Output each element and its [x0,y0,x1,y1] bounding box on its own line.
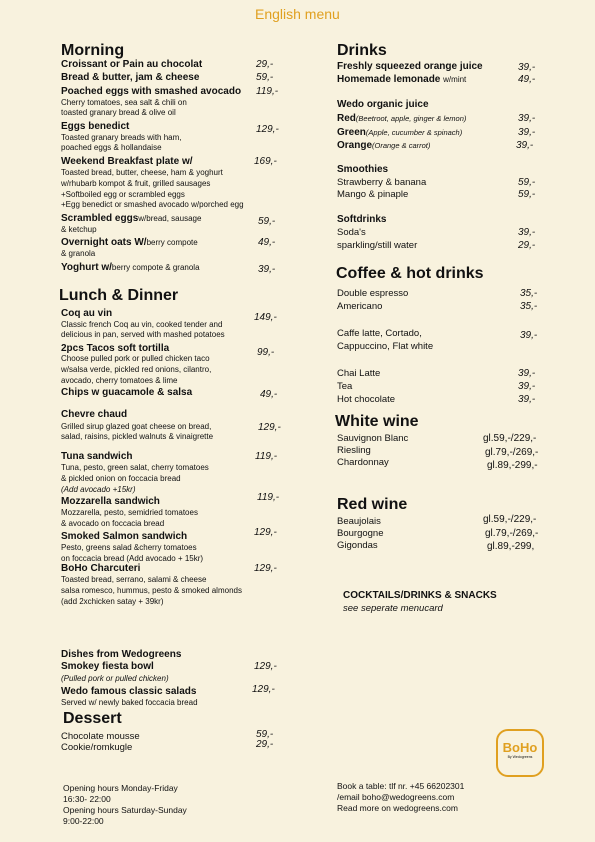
cocktails-title: COCKTAILS/DRINKS & SNACKS [343,590,497,601]
menu-item-desc: Pesto, greens salad &cherry tomatoes [61,543,197,552]
menu-item-name: Chips w guacamole & salsa [61,387,193,398]
menu-item-price: 29,- [256,739,274,750]
menu-item-price: 39,- [258,264,276,275]
menu-item-desc: avocado, cherry tomatoes & lime [61,376,178,385]
menu-item-desc: & granola [61,249,96,258]
menu-item-price: 59,- [256,729,274,740]
opening-hours-line: Opening hours Monday-Friday [63,783,178,793]
menu-item-desc: Served w/ newly baked foccacia bread [61,698,198,707]
section-organic-title: Wedo organic juice [337,99,429,110]
menu-item-price: 39,- [516,140,534,151]
menu-item-name: 2pcs Tacos soft tortilla [61,343,170,354]
menu-item-name: Tea [337,381,353,392]
menu-item-name [337,113,466,124]
menu-item-name: Riesling [337,445,371,456]
menu-item-name-main: Scrambled eggs [61,213,139,224]
menu-item-name [337,74,466,85]
menu-item-name: Strawberry & banana [337,177,427,188]
menu-item-price: 49,- [258,237,276,248]
menu-item-name: Mozzarella sandwich [61,496,160,507]
menu-item-price: 59,- [518,177,536,188]
menu-item-desc: w/rhubarb kompot & fruit, grilled sausages [61,179,211,188]
opening-hours [63,783,187,827]
menu-item-price: gl.89,-299,- [487,460,538,471]
menu-item-name: Poached eggs with smashed avocado [61,86,242,97]
menu-item-name: Sauvignon Blanc [337,433,409,444]
menu-item-price: 59,- [256,72,274,83]
menu-item-name: Soda's [337,227,366,238]
menu-item-price: 29,- [518,240,536,251]
menu-item-name [337,127,462,138]
opening-hours-line: 16:30- 22:00 [63,794,111,804]
menu-item-price: gl.79,-/269,- [485,528,539,539]
menu-item-price: 39,- [518,394,536,405]
menu-item-price: 129,- [254,661,277,672]
menu-item-name-main: Red [337,113,356,124]
menu-item-name: Smokey fiesta bowl [61,661,154,672]
menu-item-desc: Cherry tomatoes, sea salt & chili on [61,98,187,107]
menu-item-desc: on foccacia bread (Add avocado + 15kr) [61,554,204,563]
menu-item-price: 129,- [256,124,279,135]
menu-item-name: Tuna sandwich [61,451,133,462]
menu-item-price: 119,- [256,86,279,97]
menu-item-name: Chai Latte [337,368,381,379]
menu-item-price: 59,- [258,216,276,227]
menu-item-name-main: Orange [337,140,373,151]
section-white-wine-title: White wine [335,413,419,430]
menu-item-desc: Toasted bread, butter, cheese, ham & yoghurt [61,168,223,177]
menu-item-desc: +Egg benedict or smashed avocado w/porched egg [61,200,244,209]
menu-item-name: Caffe latte, Cortado, [337,328,422,339]
booking-line: Book a table: tlf nr. +45 66202301 [337,781,465,791]
menu-item-desc: (add 2xchicken satay + 39kr) [61,597,164,606]
opening-hours-line: Opening hours Saturday-Sunday [63,805,187,815]
menu-header: English menu [255,6,340,22]
menu-item-name: Wedo famous classic salads [61,686,197,697]
menu-item-price: 129,- [254,527,277,538]
menu-item-desc: Mozzarella, pesto, semidried tomatoes [61,508,198,517]
menu-item-name [61,262,200,273]
menu-item-name: Cookie/romkugle [61,742,133,753]
menu-item-suffix: (Beetroot, apple, ginger & lemon) [355,114,467,123]
menu-item-name: Coq au vin [61,308,113,319]
menu-item-name: Eggs benedict [61,121,130,132]
menu-item-name [61,213,201,224]
menu-item-price: 39,- [518,227,536,238]
menu-item-price: gl.59,-/229,- [483,433,537,444]
logo-text: BoHo [502,740,538,755]
menu-item-price: 39,- [518,127,536,138]
menu-item-price: 59,- [518,189,536,200]
menu-item-price: 39,- [520,330,538,341]
menu-item-name: Cappuccino, Flat white [337,341,434,352]
section-lunch-title: Lunch & Dinner [59,287,179,304]
section-morning-title: Morning [61,42,125,59]
menu-item-desc: & ketchup [61,225,97,234]
menu-item-suffix: w/bread, sausage [138,214,202,223]
menu-item-desc: Toasted bread, serrano, salami & cheese [61,575,207,584]
menu-item-desc: salsa romesco, hummus, pesto & smoked almonds [61,586,242,595]
menu-item-name-main: Green [337,127,366,138]
section-dessert-title: Dessert [63,710,122,727]
menu-item-suffix: berry compote [146,238,198,247]
menu-item-price: 29,- [256,59,274,70]
menu-item-desc: Toasted granary breads with ham, [61,133,182,142]
menu-item-name: Bread & butter, jam & cheese [61,72,200,83]
booking-line: /email boho@wedogreens.com [337,792,455,802]
menu-item-name: Croissant or Pain au chocolat [61,59,203,70]
menu-item-desc: poached eggs & hollandaise [61,143,162,152]
menu-item-desc: salad, raisins, pickled walnuts & vinaigrette [61,432,214,441]
menu-item-name: Weekend Breakfast plate w/ [61,156,193,167]
menu-item-price: 35,- [520,288,538,299]
menu-item-name: Hot chocolate [337,394,396,405]
menu-item-name [61,237,198,248]
menu-item-price: 129,- [258,422,281,433]
menu-item-suffix: w/mint [443,75,467,84]
menu-item-name: sparkling/still water [337,240,418,251]
menu-item-desc: Choose pulled pork or pulled chicken taco [61,354,210,363]
menu-item-name: Bourgogne [337,528,384,539]
menu-item-price: 129,- [252,684,275,695]
section-softdrinks-title: Softdrinks [337,214,387,225]
menu-item-price: gl.89,-299, [487,541,535,552]
menu-item-name-main: Yoghurt w/ [61,262,112,273]
menu-item-name: Chocolate mousse [61,731,140,742]
menu-item-price: gl.79,-/269,- [485,447,539,458]
menu-item-suffix: (Orange & carrot) [372,141,431,150]
menu-item-desc: Grilled sirup glazed goat cheese on bread, [61,422,212,431]
menu-item-desc: w/salsa verde, pickled red onions, cilantro, [61,365,212,374]
menu-item-name: Chardonnay [337,457,389,468]
menu-item-price: 39,- [518,368,536,379]
menu-item-desc: & pickled onion on foccacia bread [61,474,181,483]
logo-subtext: By Wedogreens [507,755,533,759]
menu-item-desc: Classic french Coq au vin, cooked tender and [61,320,223,329]
menu-item-price: 39,- [518,62,536,73]
section-red-wine-title: Red wine [337,496,408,513]
menu-item-price: 49,- [260,389,278,400]
menu-item-suffix: (Apple, cucumber & spinach) [365,128,463,137]
opening-hours-line: 9:00-22:00 [63,816,104,826]
menu-item-desc: (Pulled pork or pulled chicken) [61,674,169,683]
boho-logo [496,729,544,777]
menu-item-price: 39,- [518,381,536,392]
menu-item-name: BoHo Charcuteri [61,563,141,574]
menu-item-price: 149,- [254,312,277,323]
menu-item-name-main: Overnight oats W/ [61,237,147,248]
menu-item-name: Mango & pinaple [337,189,409,200]
menu-item-desc: Tuna, pesto, green salat, cherry tomatoes [61,463,209,472]
section-coffee-title: Coffee & hot drinks [336,265,484,282]
cocktails-note: see seperate menucard [343,603,443,614]
menu-item-name: Gigondas [337,540,378,551]
menu-item-price: 119,- [255,451,278,462]
section-smoothies-title: Smoothies [337,164,389,175]
menu-item-price: 39,- [518,113,536,124]
menu-item-desc: (Add avocado +15kr) [61,485,136,494]
menu-item-price: 119,- [257,492,280,503]
menu-item-price: gl.59,-/229,- [483,514,537,525]
booking-info [337,781,464,814]
menu-item-price: 99,- [257,347,275,358]
menu-item-price: 35,- [520,301,538,312]
menu-item-price: 129,- [254,563,277,574]
menu-item-suffix: berry compote & granola [111,263,200,272]
menu-item-price: 49,- [518,74,536,85]
menu-item-name: Americano [337,301,383,312]
menu-item-name: Chevre chaud [61,409,128,420]
menu-item-desc: delicious in pan, served with mashed potatoes [61,330,225,339]
menu-item-name-main: Homemade lemonade [337,74,441,85]
menu-item-desc: toasted granary bread & olive oil [61,108,176,117]
menu-item-name: Freshly squeezed orange juice [337,61,483,72]
booking-line: Read more on wedogreens.com [337,803,458,813]
menu-item-price: 169,- [254,156,277,167]
menu-item-name: Smoked Salmon sandwich [61,531,188,542]
menu-item-desc: +Softboiled egg or scrambled eggs [61,190,185,199]
menu-item-name: Beaujolais [337,516,381,527]
menu-item-name [337,140,430,151]
menu-item-name: Double espresso [337,288,409,299]
menu-item-desc: & avocado on foccacia bread [61,519,165,528]
section-drinks-title: Drinks [337,42,387,59]
section-wedo-title: Dishes from Wedogreens [61,649,182,660]
